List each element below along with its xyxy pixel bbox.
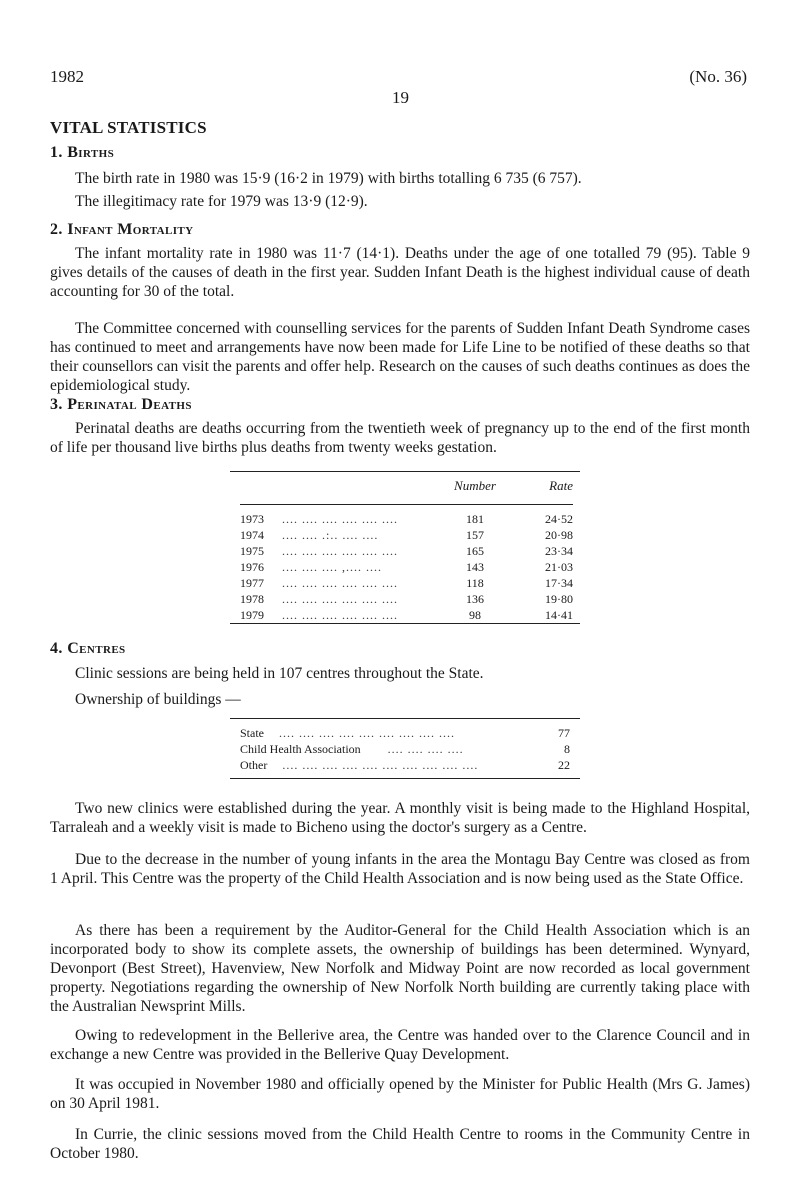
leader-dots: .... .... .... .... bbox=[387, 741, 464, 756]
infant-mortality-heading: 2. Infant Mortality bbox=[50, 221, 194, 238]
row-rate: 20·98 bbox=[545, 527, 573, 542]
row-rate: 17·34 bbox=[545, 575, 573, 590]
row-year: 1974 bbox=[240, 527, 264, 542]
perinatal-table bbox=[240, 478, 573, 623]
leader-dots: .... .... .... ,.... .... bbox=[282, 559, 382, 574]
row-year: 1978 bbox=[240, 591, 264, 606]
table-row bbox=[240, 757, 570, 773]
header-issue: (No. 36) bbox=[689, 67, 747, 86]
row-rate: 21·03 bbox=[545, 559, 573, 574]
table-row bbox=[240, 527, 573, 543]
leader-dots: .... .... .... .... .... .... bbox=[282, 543, 398, 558]
row-label: Child Health Association bbox=[240, 741, 361, 756]
row-value: 8 bbox=[564, 741, 570, 756]
row-label: State bbox=[240, 725, 264, 740]
row-rate: 23·34 bbox=[545, 543, 573, 558]
row-number: 157 bbox=[466, 527, 484, 542]
row-value: 77 bbox=[558, 725, 570, 740]
row-number: 143 bbox=[466, 559, 484, 574]
table-row bbox=[240, 591, 573, 607]
leader-dots: .... .... .... .... .... .... .... .... .... .... bbox=[282, 757, 479, 772]
table-row bbox=[240, 607, 573, 623]
row-year: 1973 bbox=[240, 511, 264, 526]
ownership-table-bottom-rule bbox=[230, 778, 580, 779]
leader-dots: .... .... .... .... .... .... bbox=[282, 511, 398, 526]
centres-heading: 4. Centres bbox=[50, 640, 126, 657]
table-row bbox=[240, 559, 573, 575]
page-title: VITAL STATISTICS bbox=[50, 118, 207, 137]
centres-paragraph-7: It was occupied in November 1980 and officially opened by the Minister for Public Health (Mrs G. James) on 30 April 1981. bbox=[50, 1076, 750, 1112]
column-rate-header: Rate bbox=[549, 478, 573, 493]
row-number: 98 bbox=[469, 607, 481, 622]
ownership-table bbox=[240, 725, 570, 773]
leader-dots: .... .... .... .... .... .... .... .... .... bbox=[279, 725, 455, 740]
table-row bbox=[240, 543, 573, 559]
row-year: 1979 bbox=[240, 607, 264, 622]
infant-mortality-paragraph-1: The infant mortality rate in 1980 was 11·7 (14·1). Deaths under the age of one totalled 79 (95). Table 9 gives details of the causes of death in the first year. Sudden Infant Death is the highest individual cause of death accounting for 30 of the total. bbox=[50, 245, 750, 300]
column-number-header: Number bbox=[454, 478, 496, 493]
header-year: 1982 bbox=[50, 67, 84, 86]
centres-paragraph-6: Owing to redevelopment in the Bellerive area, the Centre was handed over to the Clarence Council and in exchange a new Centre was provided in the Bellerive Quay Development. bbox=[50, 1027, 750, 1063]
centres-paragraph-2: Ownership of buildings — bbox=[75, 691, 241, 708]
perinatal-paragraph-1: Perinatal deaths are deaths occurring from the twentieth week of pregnancy up to the end of the first month of life per thousand live births plus deaths from twenty weeks gestation. bbox=[50, 420, 750, 456]
infant-mortality-paragraph-2: The Committee concerned with counselling services for the parents of Sudden Infant Death Syndrome cases has continued to meet and arrangements have now been made for Life Line to be notified of these deaths so that their counsellors can visit the parents and offer help. Research on the causes of such deaths continues as does the epidemiological study. bbox=[50, 320, 750, 394]
table-row bbox=[240, 511, 573, 527]
perinatal-heading: 3. Perinatal Deaths bbox=[50, 396, 192, 413]
leader-dots: .... .... .... .... .... .... bbox=[282, 575, 398, 590]
table-row bbox=[240, 575, 573, 591]
centres-paragraph-4: Due to the decrease in the number of young infants in the area the Montagu Bay Centre was closed as from 1 April. This Centre was the property of the Child Health Association and is now being used as the State Office. bbox=[50, 851, 750, 887]
row-label: Other bbox=[240, 757, 268, 772]
births-heading: 1. Births bbox=[50, 144, 115, 161]
births-paragraph-2: The illegitimacy rate for 1979 was 13·9 (12·9). bbox=[75, 193, 368, 210]
births-paragraph-1: The birth rate in 1980 was 15·9 (16·2 in 1979) with births totalling 6 735 (6 757). bbox=[75, 170, 582, 187]
row-year: 1976 bbox=[240, 559, 264, 574]
table-row bbox=[240, 741, 570, 757]
row-number: 165 bbox=[466, 543, 484, 558]
perinatal-table-header bbox=[240, 478, 573, 494]
perinatal-table-bottom-rule bbox=[230, 623, 580, 624]
row-value: 22 bbox=[558, 757, 570, 772]
leader-dots: .... .... .:.. .... .... bbox=[282, 527, 379, 542]
ownership-table-top-rule bbox=[230, 718, 580, 719]
centres-paragraph-1: Clinic sessions are being held in 107 centres throughout the State. bbox=[75, 665, 484, 682]
centres-paragraph-3: Two new clinics were established during the year. A monthly visit is being made to the Highland Hospital, Tarraleah and a weekly visit is made to Bicheno using the doctor's surgery as a Centre. bbox=[50, 800, 750, 836]
row-rate: 19·80 bbox=[545, 591, 573, 606]
row-rate: 14·41 bbox=[545, 607, 573, 622]
page-number: 19 bbox=[392, 88, 409, 107]
row-rate: 24·52 bbox=[545, 511, 573, 526]
row-number: 118 bbox=[466, 575, 484, 590]
row-year: 1975 bbox=[240, 543, 264, 558]
table-row bbox=[240, 725, 570, 741]
row-number: 181 bbox=[466, 511, 484, 526]
row-year: 1977 bbox=[240, 575, 264, 590]
centres-paragraph-8: In Currie, the clinic sessions moved from the Child Health Centre to rooms in the Community Centre in October 1980. bbox=[50, 1126, 750, 1162]
row-number: 136 bbox=[466, 591, 484, 606]
centres-paragraph-5: As there has been a requirement by the Auditor-General for the Child Health Association which is an incorporated body to show its complete assets, the ownership of buildings has been determined. Wynyard, Devonport (Best Street), Havenview, New Norfolk and Midway Point are now recorded as local government property. Negotiations regarding the ownership of New Norfolk North building are currently taking place with the Australian Newsprint Mills. bbox=[50, 922, 750, 1015]
leader-dots: .... .... .... .... .... .... bbox=[282, 607, 398, 622]
leader-dots: .... .... .... .... .... .... bbox=[282, 591, 398, 606]
perinatal-table-top-rule bbox=[230, 471, 580, 472]
